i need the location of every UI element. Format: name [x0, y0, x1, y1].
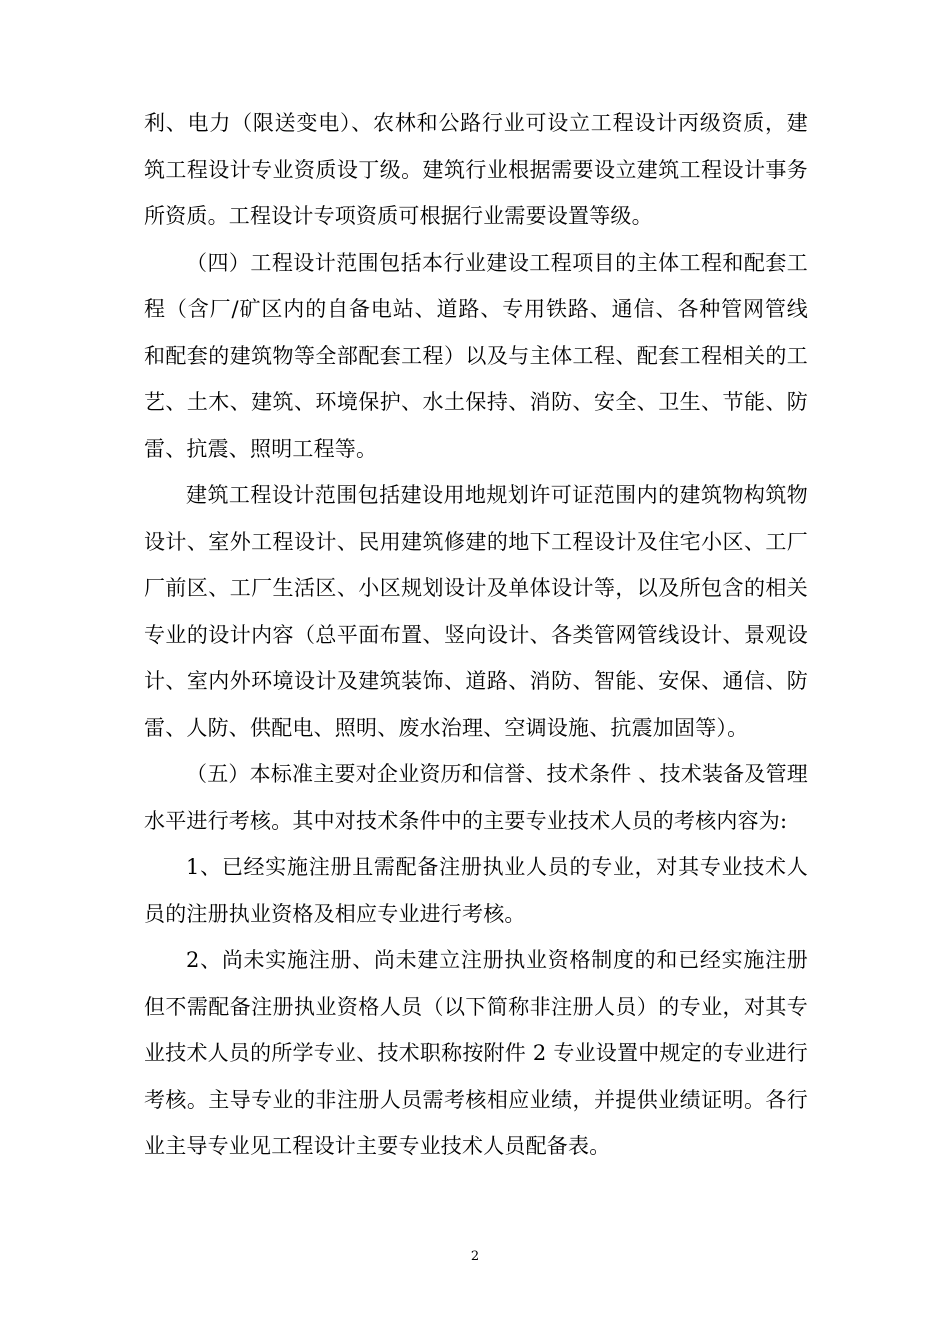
paragraph-item-one: 1、已经实施注册且需配备注册执业人员的专业，对其专业技术人员的注册执业资格及相应专业进行考核。 — [144, 855, 808, 926]
paragraph-continuation: 利、电力（限送变电）、农林和公路行业可设立工程设计丙级资质，建筑工程设计专业资质设丁级。建筑行业根据需要设立建筑工程设计事务所资质。工程设计专项资质可根据行业需要设置等级。 — [144, 111, 808, 228]
paragraph-section-four: （四）工程设计范围包括本行业建设工程项目的主体工程和配套工程（含厂/矿区内的自备电站、道路、专用铁路、通信、各种管网管线和配套的建筑物等全部配套工程）以及与主体工程、配套工程相关的工艺、土木、建筑、环境保护、水土保持、消防、安全、卫生、节能、防雷、抗震、照明工程等。 — [144, 250, 808, 461]
paragraph-building-design-scope: 建筑工程设计范围包括建设用地规划许可证范围内的建筑物构筑物设计、室外工程设计、民用建筑修建的地下工程设计及住宅小区、工厂厂前区、工厂生活区、小区规划设计及单体设计等，以及所包含的相关专业的设计内容（总平面布置、竖向设计、各类管网管线设计、景观设计、室内外环境设计及建筑装饰、道路、消防、智能、安保、通信、防雷、人防、供配电、照明、废水治理、空调设施、抗震加固等）。 — [144, 483, 808, 740]
body-text — [144, 100, 808, 1170]
paragraph-section-five: （五）本标准主要对企业资历和信誉、技术条件 、技术装备及管理水平进行考核。其中对技术条件中的主要专业技术人员的考核内容为: — [144, 762, 808, 833]
paragraph-item-two: 2、尚未实施注册、尚未建立注册执业资格制度的和已经实施注册但不需配备注册执业资格人员（以下简称非注册人员）的专业，对其专业技术人员的所学专业、技术职称按附件 2 专业设置中规定的专业进行考核。主导专业的非注册人员需考核相应业绩，并提供业绩证明。各行业主导专业见工程设计主要专业技术人员配备表。 — [144, 948, 808, 1158]
page-number: 2 — [470, 1249, 480, 1264]
